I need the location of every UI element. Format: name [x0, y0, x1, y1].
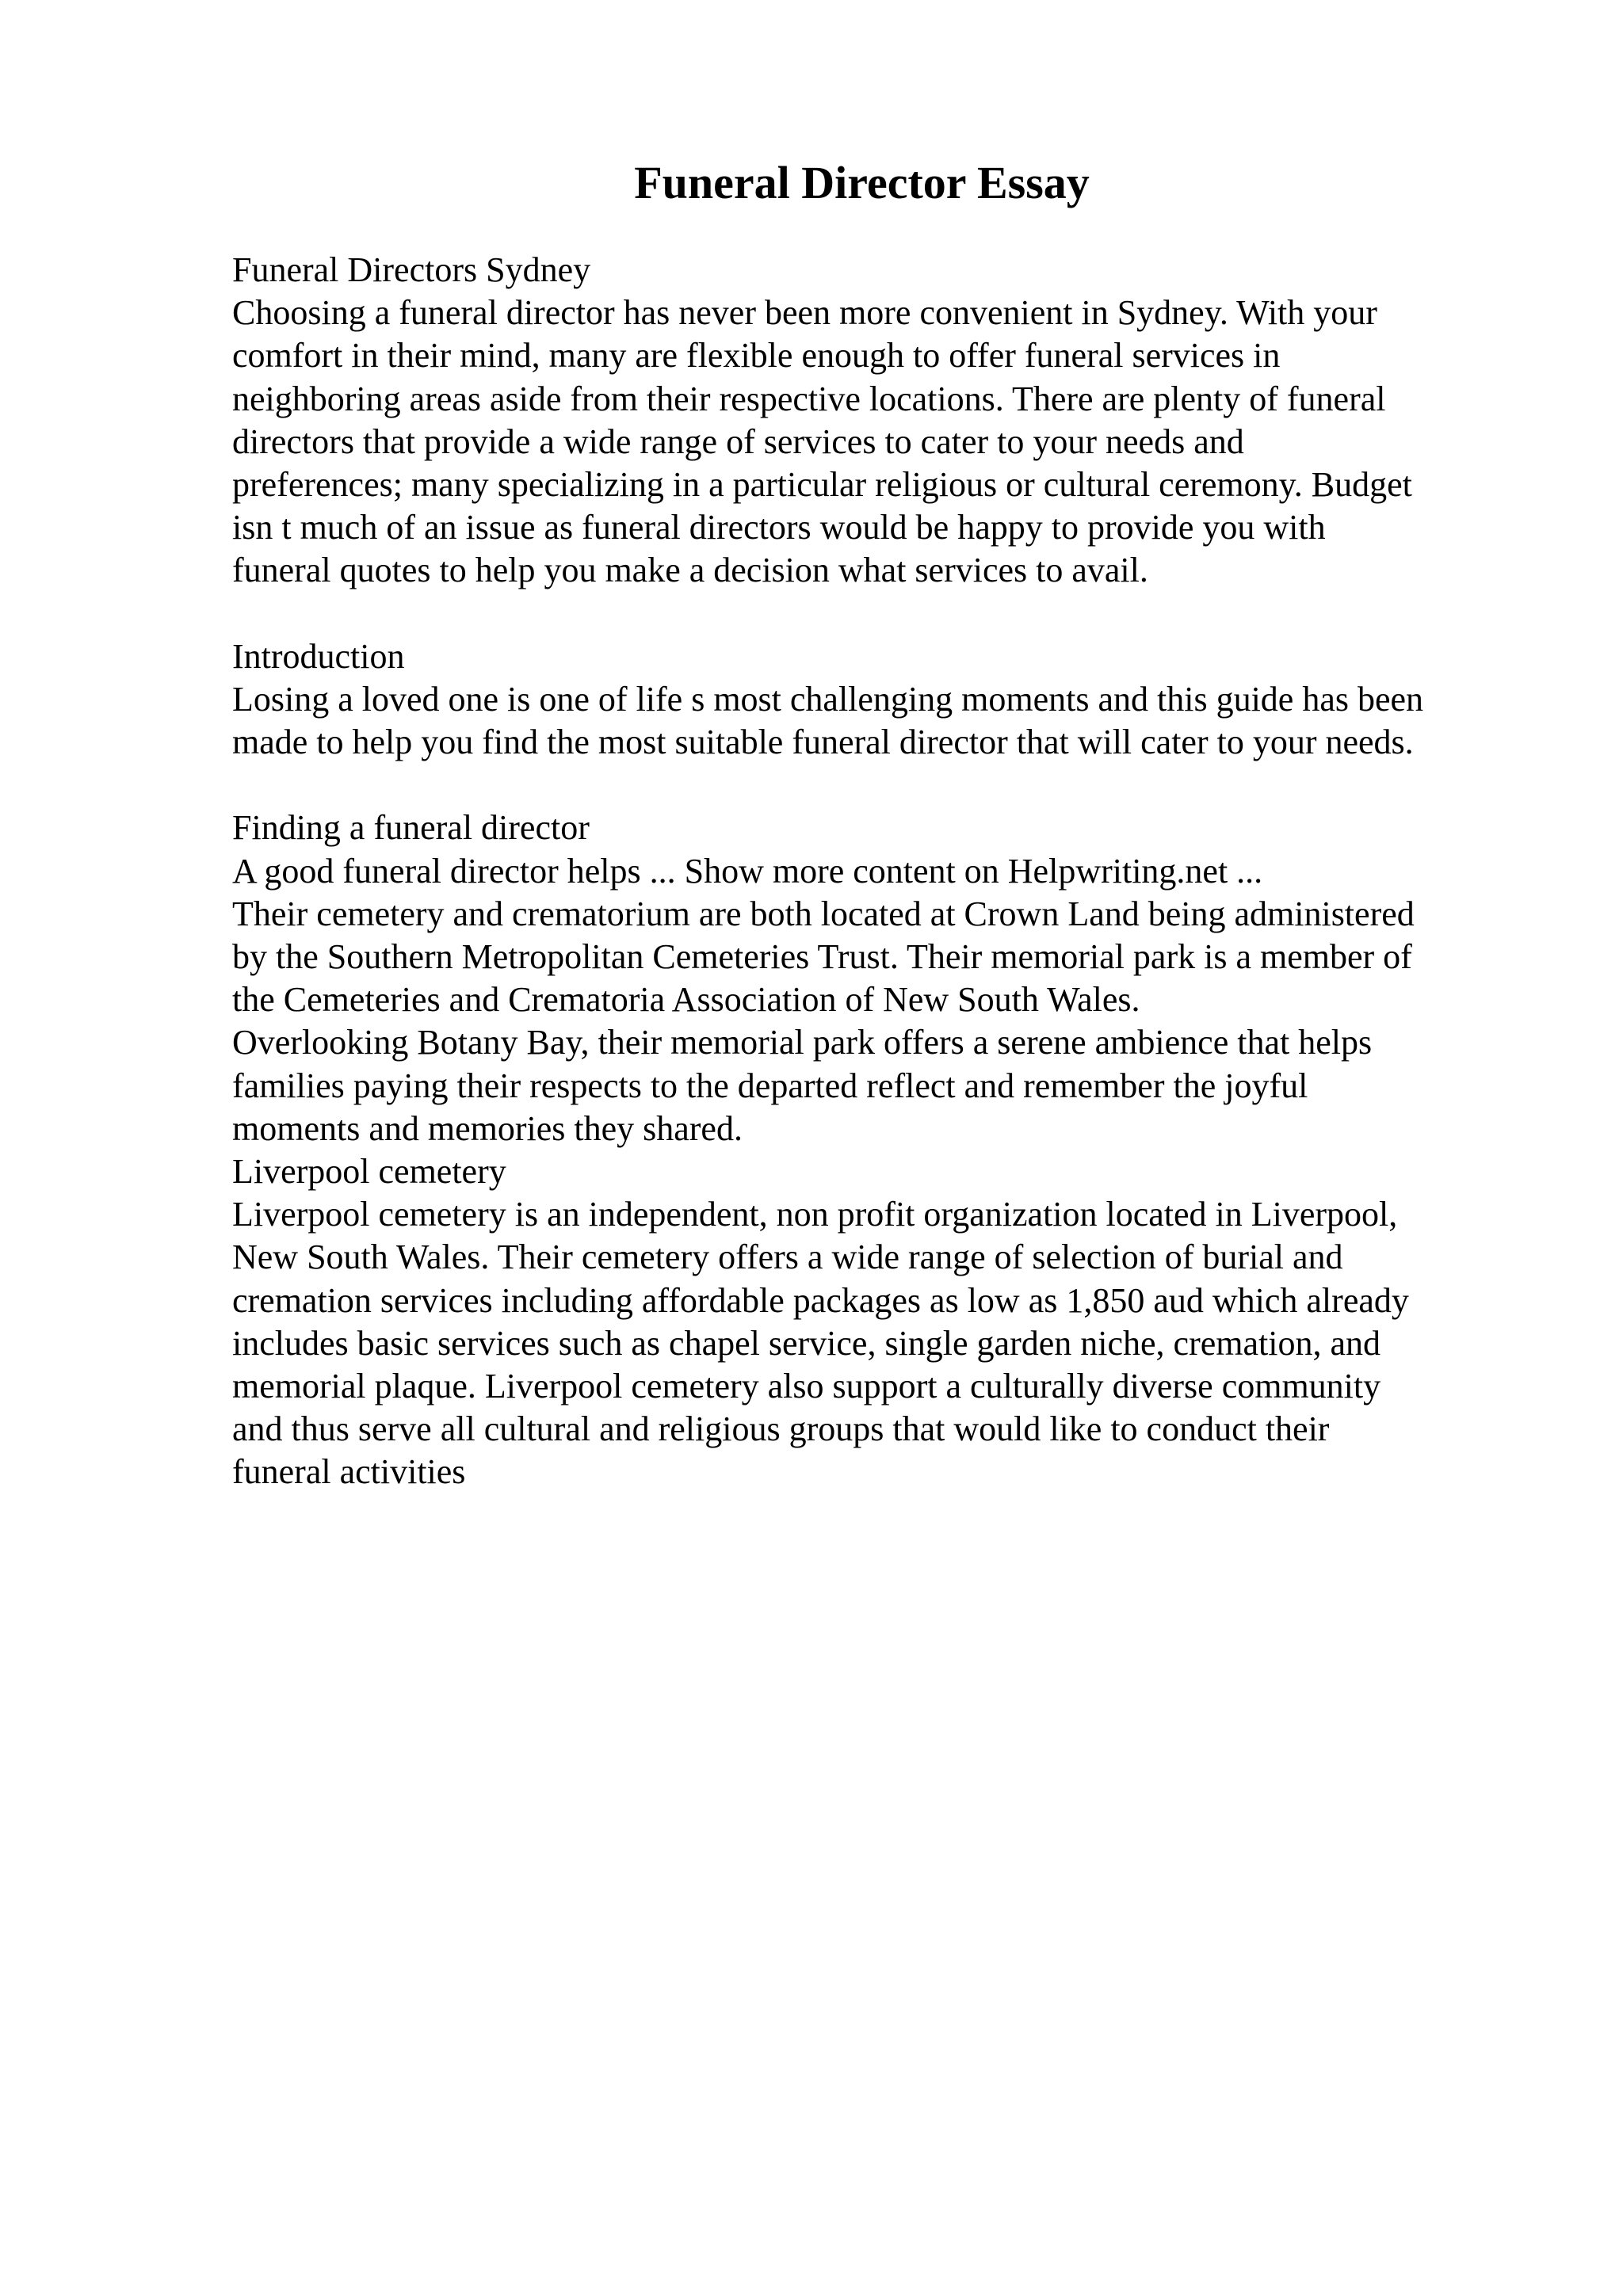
text-line: by the Southern Metropolitan Cemeteries Trust. Their memorial park is a member of: [232, 937, 1412, 976]
text-line: Losing a loved one is one of life s most challenging moments and this guide has been: [232, 679, 1424, 719]
text-line: Their cemetery and crematorium are both located at Crown Land being administered: [232, 894, 1415, 933]
text-line: preferences; many specializing in a particular religious or cultural ceremony. Budget: [232, 464, 1412, 504]
document-title: Funeral Director Essay: [634, 157, 1090, 208]
text-line: funeral activities: [232, 1452, 466, 1492]
text-line: includes basic services such as chapel service, single garden niche, cremation, and: [232, 1323, 1381, 1363]
text-line: Finding a funeral director: [232, 808, 590, 848]
text-line: Funeral Directors Sydney: [232, 250, 591, 289]
text-line: isn t much of an issue as funeral directors would be happy to provide you with: [232, 508, 1326, 547]
paragraph-gap: [232, 764, 1532, 807]
text-line: the Cemeteries and Crematoria Association of New South Wales.: [232, 980, 1140, 1020]
text-line: Introduction: [232, 636, 405, 676]
text-line: A good funeral director helps ... Show more content on Helpwriting.net ...: [232, 851, 1263, 891]
paragraph-gap: [232, 593, 1532, 635]
text-line: Liverpool cemetery is an independent, non profit organization located in Liverpool,: [232, 1195, 1398, 1234]
text-line: neighboring areas aside from their respective locations. There are plenty of funeral: [232, 379, 1386, 418]
text-line: cremation services including affordable packages as low as 1,850 aud which already: [232, 1280, 1409, 1320]
text-line: and thus serve all cultural and religious groups that would like to conduct their: [232, 1409, 1330, 1449]
text-line: Overlooking Botany Bay, their memorial park offers a serene ambience that helps: [232, 1023, 1373, 1062]
text-line: comfort in their mind, many are flexible enough to offer funeral services in: [232, 336, 1281, 376]
text-line: memorial plaque. Liverpool cemetery also support a culturally diverse community: [232, 1366, 1381, 1405]
text-line: directors that provide a wide range of services to cater to your needs and: [232, 421, 1244, 461]
text-line: Liverpool cemetery: [232, 1151, 506, 1191]
text-line: New South Wales. Their cemetery offers a wide range of selection of burial and: [232, 1238, 1343, 1277]
document-body: [232, 249, 1532, 1493]
text-line: made to help you find the most suitable funeral director that will cater to your needs.: [232, 723, 1414, 762]
text-line: Choosing a funeral director has never been more convenient in Sydney. With your: [232, 293, 1377, 333]
text-line: moments and memories they shared.: [232, 1108, 743, 1148]
text-line: families paying their respects to the departed reflect and remember the joyful: [232, 1066, 1308, 1105]
text-line: funeral quotes to help you make a decision what services to avail.: [232, 551, 1148, 590]
